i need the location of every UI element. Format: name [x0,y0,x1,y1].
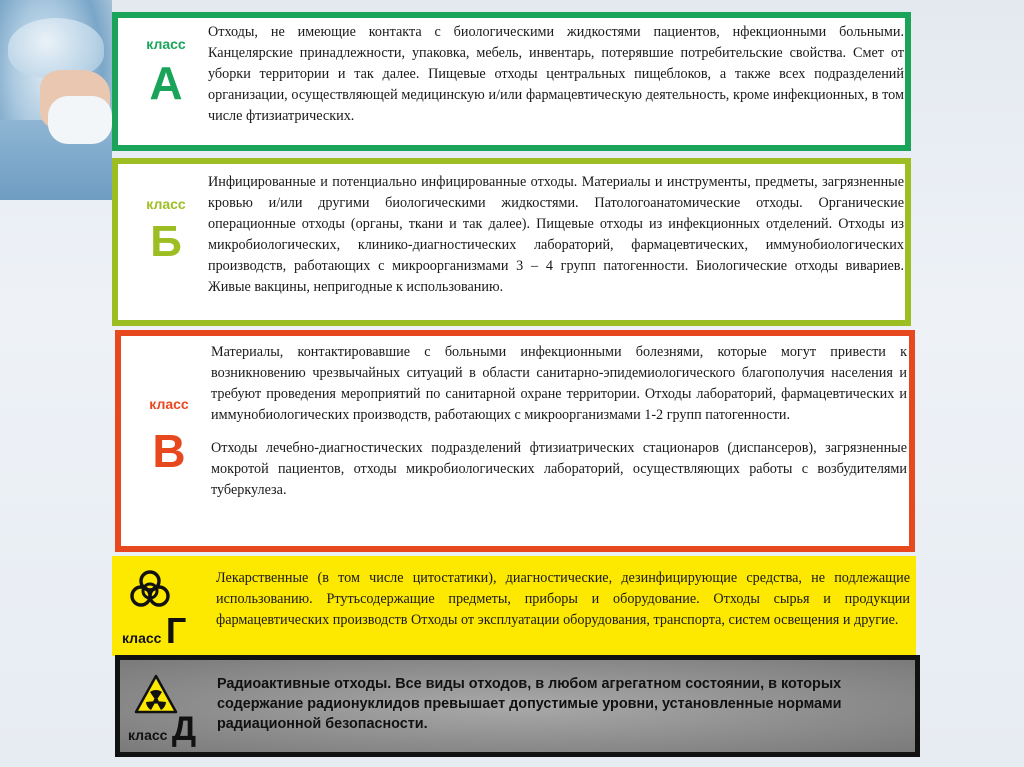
class-v-description [211,342,907,501]
description-paragraph: Отходы лечебно-диагностических подразделений фтизиатрических стационаров (диспансеров), загрязненные мокротой пациентов, отходы микробиологических лабораторий, осуществляющих работы с возбудителями туберкулеза. [211,440,907,498]
class-word: класс [128,727,168,743]
class-word: класс [149,396,189,412]
class-v-card [115,330,915,552]
class-d-card [115,655,920,757]
class-a-description [208,22,904,127]
class-d-badge [128,710,196,749]
class-g-card [112,556,916,656]
class-letter: Д [171,710,197,748]
class-v-badge [121,396,217,477]
radiation-icon [134,674,178,714]
biohazard-icon [126,566,174,614]
class-letter: Г [165,610,187,651]
class-letter: В [152,425,186,477]
class-letter: Б [150,217,182,266]
class-b-card [112,158,911,326]
class-a-badge [118,36,214,109]
surgeon-photo [0,0,112,200]
description-paragraph: Радиоактивные отходы. Все виды отходов, в любом агрегатном состоянии, в которых содержание радионуклидов превышает допустимые уровни, установленные нормами радиационной безопасности. [217,676,842,732]
description-paragraph: Лекарственные (в том числе цитостатики), диагностические, дезинфицирующие средства, не подлежащие использованию. Ртутьсодержащие предметы, приборы и оборудование. Отходы сырья и продукции фармацевтических производств Отходы от эксплуатации оборудования, транспорта, систем освещения и другие. [216,570,910,628]
class-b-badge [118,196,214,264]
class-b-description [208,172,904,298]
class-a-card [112,12,911,151]
class-d-description [217,674,917,734]
class-g-description [216,568,910,631]
class-word: класс [146,36,186,52]
class-g-badge [122,610,186,652]
description-paragraph: Инфицированные и потенциально инфицированные отходы. Материалы и инструменты, предметы, загрязненные кровью и/или другими биологическими жидкостями. Патологоанатомические отходы. Органические операционные отходы (органы, ткани и так далее). Пищевые отходы из инфекционных отделений. Отходы из микробиологических, клинико-диагностических лабораторий, фармацевтических, иммунобиологических производств, работающих с микроорганизмами 3 – 4 групп патогенности. Биологические отходы вивариев. Живые вакцины, непригодные к использованию. [208,174,904,295]
description-paragraph: Материалы, контактировавшие с больными инфекционными болезнями, которые могут привести к возникновению чрезвычайных ситуаций в области санитарно-эпидемиологического благополучия населения и требуют проведения мероприятий по санитарной охране территории. Отходы лабораторий, фармацевтических и иммунобиологических производств, работающих с микроорганизмами 1-2 групп патогенности. [211,344,907,423]
class-word: класс [122,630,162,646]
description-paragraph: Отходы, не имеющие контакта с биологическими жидкостями пациентов, нфекционными больными. Канцелярские принадлежности, упаковка, мебель, инвентарь, потерявшие потребительские свойства. Смет от уборки территории и так далее. Пищевые отходы центральных пищеблоков, а также всех подразделений организации, осуществляющей медицинскую и/или фармацевтическую деятельность, кроме инфекционных, в том числе фтизиатрических. [208,24,904,124]
class-letter: А [149,57,183,109]
class-word: класс [146,196,186,212]
